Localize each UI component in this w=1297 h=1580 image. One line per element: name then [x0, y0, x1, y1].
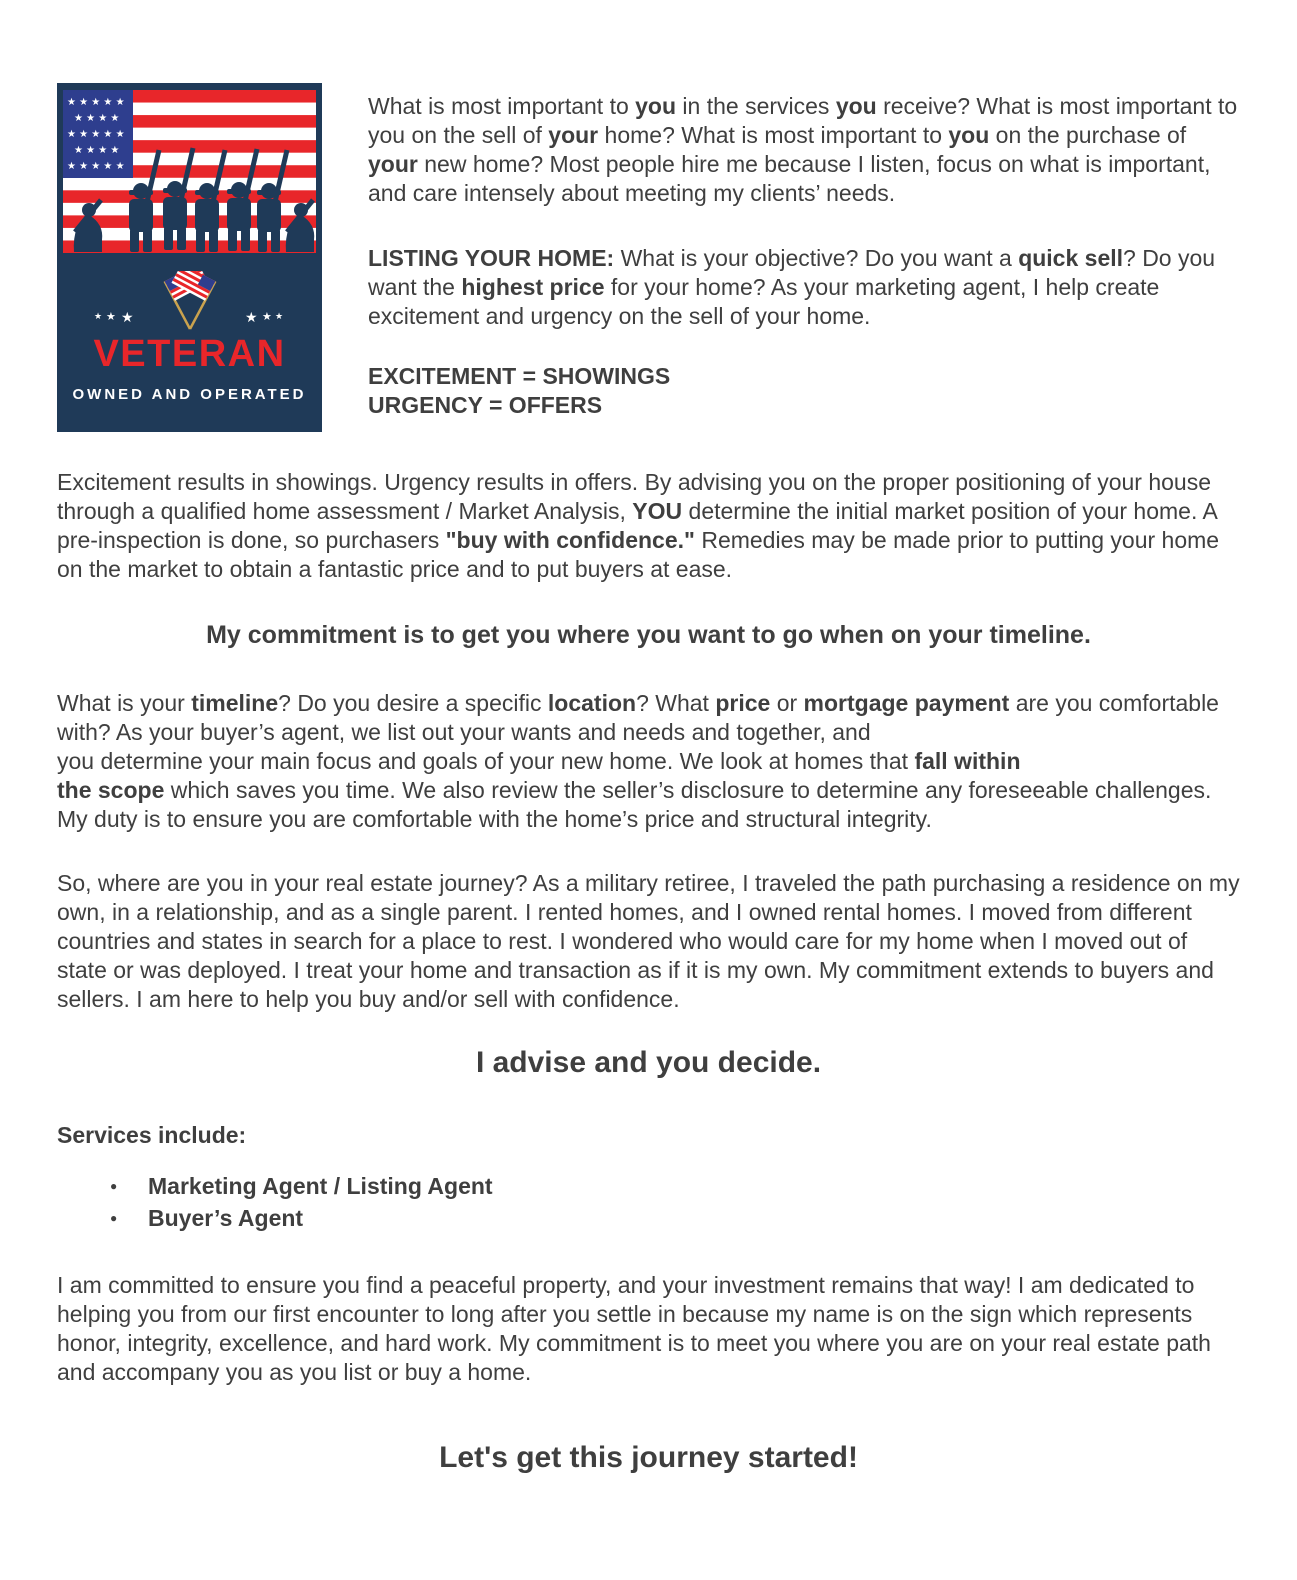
excitement-equation: EXCITEMENT = SHOWINGS [368, 363, 671, 389]
service-item: ● Buyer’s Agent [110, 1204, 1240, 1233]
intro-paragraph: What is most important to you in the services you receive? What is most important to you on the sell of your home? What is most important to you on the purchase of your new home? Most people hire me because I listen, focus on what is important, and care intensely about meeting my clients’ needs. [368, 93, 1238, 206]
svg-text:★ ★ ★ ★ ★: ★ ★ ★ ★ ★ [67, 161, 125, 172]
journey-paragraph: So, where are you in your real estate journey? As a military retiree, I traveled the path purchasing a residence on my own, in a relationship, and as a single parent. I rented homes, and I owned rental homes. I moved from different countries and states in search for a place to rest. I wondered who would care for my home when I moved out of state or was deployed. I treat your home and transaction as if it is my own. My commitment extends to buyers and sellers. I am here to help you buy and/or sell with confidence. [57, 870, 1240, 1012]
svg-text:★: ★ [261, 310, 272, 323]
svg-text:★ ★ ★ ★: ★ ★ ★ ★ [74, 113, 120, 124]
badge-text-block [57, 253, 322, 402]
listing-paragraph: LISTING YOUR HOME: What is your objective? Do you want a quick sell? Do you want the highest price for your home? As your marketing agent, I help create excitement and urgency on the sell of your home. [368, 245, 1216, 329]
badge-title: VETERAN [93, 333, 286, 375]
timeline-paragraph: What is your timeline? Do you desire a specific location? What price or mortgage payment are you comfortable with? As your buyer’s agent, we list out your wants and needs and together, and you determine your main focus and goals of your new home. We look at homes that fall within the scope which saves you time. We also review the seller’s disclosure to determine any foreseeable challenges. My duty is to ensure you are comfortable with the home’s price and structural integrity. [57, 690, 1219, 832]
crossed-flags-icon [90, 271, 290, 333]
svg-text:★ ★ ★ ★ ★: ★ ★ ★ ★ ★ [67, 97, 125, 108]
intro-column [368, 92, 1240, 420]
veteran-badge [57, 83, 322, 432]
service-item: ● Marketing Agent / Listing Agent [110, 1172, 1240, 1201]
svg-text:★: ★ [93, 312, 102, 322]
commitment-heading: My commitment is to get you where you want to go when on your timeline. [206, 621, 1091, 649]
american-flag-icon [63, 90, 316, 253]
services-list [57, 1172, 1240, 1233]
svg-text:★: ★ [244, 310, 258, 326]
top-row [57, 83, 1240, 432]
svg-text:★: ★ [120, 310, 134, 326]
urgency-equation: URGENCY = OFFERS [368, 392, 603, 418]
svg-text:★ ★ ★ ★ ★: ★ ★ ★ ★ ★ [67, 129, 125, 140]
closing-paragraph: I am committed to ensure you find a peaceful property, and your investment remains that way! I am dedicated to helping you from our first encounter to long after you settle in because my name is on the sign which represents honor, integrity, excellence, and hard work. My commitment is to meet you where you are on your real estate path and accompany you as you list or buy a home. [57, 1272, 1211, 1385]
svg-text:★: ★ [274, 312, 283, 322]
services-label: Services include: [57, 1122, 247, 1148]
equations-block [368, 362, 1240, 420]
cta-heading: Let's get this journey started! [439, 1441, 858, 1474]
positioning-paragraph: Excitement results in showings. Urgency results in offers. By advising you on the proper positioning of your house through a qualified home assessment / Market Analysis, YOU determine the initial market position of your home. A pre-inspection is done, so purchasers "buy with confidence." Remedies may be made prior to putting your home on the market to obtain a fantastic price and to put buyers at ease. [57, 469, 1220, 582]
advise-heading: I advise and you decide. [475, 1046, 822, 1079]
badge-subtitle: OWNED AND OPERATED [72, 386, 307, 403]
svg-text:★: ★ [105, 310, 116, 323]
svg-text:★ ★ ★ ★: ★ ★ ★ ★ [74, 145, 120, 156]
flag-canton [63, 90, 133, 178]
